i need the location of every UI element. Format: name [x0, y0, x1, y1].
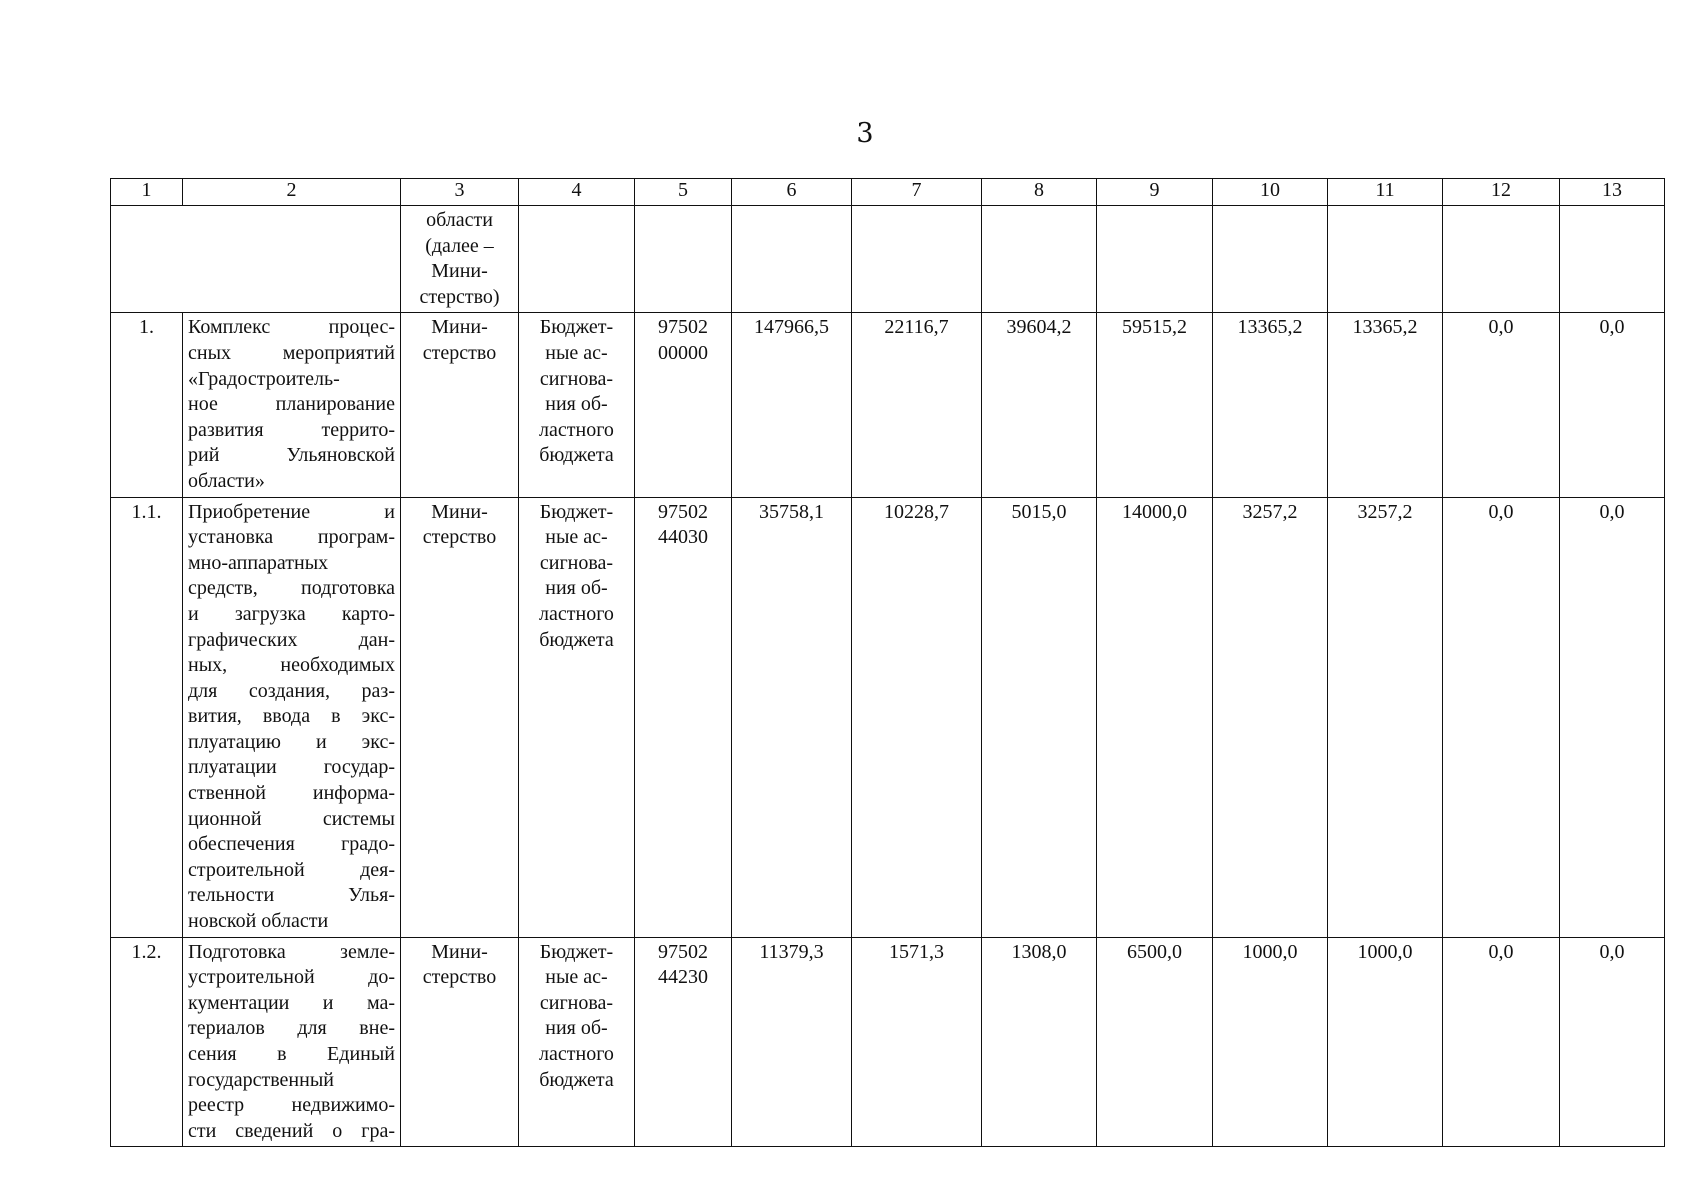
cell-line: строительной дея- [188, 858, 395, 881]
cell-line: средств, подготовка [188, 577, 395, 600]
cell-line: обеспечения градо- [188, 833, 395, 856]
row-executor [401, 313, 519, 497]
row-name [183, 313, 401, 497]
cell-line: ные ас- [545, 341, 608, 364]
cell-line: графических дан- [188, 628, 395, 651]
cell-line: плуатации государ- [188, 756, 395, 779]
cell-line: стерство) [419, 285, 500, 308]
value-cell: 6500,0 [1097, 937, 1213, 1147]
cell-line: Бюджет- [539, 940, 614, 963]
cell-line: ластного [539, 418, 614, 441]
cell-line: развития террито- [188, 418, 395, 441]
cell-line: 97502 [658, 500, 708, 523]
table-cell [852, 206, 982, 313]
page-number: 3 [856, 118, 874, 149]
row-executor [401, 937, 519, 1147]
cell-line: ластного [539, 1043, 614, 1065]
cell-line: Бюджет- [539, 500, 614, 523]
table-cell [982, 206, 1097, 313]
cell-line: ных, необходимых [188, 654, 395, 677]
row-source [519, 937, 635, 1147]
cell-line: сигнова- [539, 367, 614, 390]
column-header: 8 [982, 179, 1097, 206]
column-header: 5 [635, 179, 732, 206]
value-cell: 0,0 [1443, 313, 1560, 497]
table-cell [1443, 206, 1560, 313]
cell-line: плуатацию и экс- [188, 730, 395, 753]
cell-line: рий Ульяновской [188, 444, 395, 467]
cell-line: вития, ввода в экс- [188, 705, 395, 728]
budget-table [110, 178, 1665, 1147]
cell-line: кументации и ма- [188, 991, 395, 1014]
column-header: 10 [1213, 179, 1328, 206]
cell-line: сигнова- [539, 551, 614, 574]
cell-line: установка програм- [188, 526, 395, 549]
column-header: 12 [1443, 179, 1560, 206]
column-header: 1 [111, 179, 183, 206]
table-cell [1328, 206, 1443, 313]
cell-line: (далее – [425, 234, 494, 257]
value-cell: 59515,2 [1097, 313, 1213, 497]
cell-line: ния об- [545, 393, 608, 416]
cell-line: новской области [188, 910, 329, 933]
column-header: 6 [732, 179, 852, 206]
value-cell: 1308,0 [982, 937, 1097, 1147]
row-number: 1.1. [111, 497, 183, 937]
value-cell: 1571,3 [852, 937, 982, 1147]
cell-line: сигнова- [539, 991, 614, 1014]
column-header: 11 [1328, 179, 1443, 206]
cell-line: мно-аппаратных [188, 551, 329, 574]
row-number: 1. [111, 313, 183, 497]
value-cell: 147966,5 [732, 313, 852, 497]
row-source [519, 497, 635, 937]
cell-line: сных мероприятий [188, 341, 395, 364]
row-code [635, 937, 732, 1147]
row-code [635, 313, 732, 497]
cell-line: Мини- [431, 500, 488, 523]
value-cell: 0,0 [1560, 313, 1665, 497]
value-cell: 3257,2 [1328, 497, 1443, 937]
cell-line: ционной системы [188, 807, 395, 830]
cell-line: Приобретение и [188, 500, 395, 523]
cell-line: ния об- [545, 577, 608, 600]
row-name [183, 937, 401, 1147]
table-header-row [111, 179, 1665, 206]
table-row [111, 937, 1665, 1147]
cell-line: государственный [188, 1068, 334, 1091]
value-cell: 0,0 [1560, 497, 1665, 937]
value-cell: 5015,0 [982, 497, 1097, 937]
column-header: 9 [1097, 179, 1213, 206]
cell-line: области [426, 209, 493, 231]
cell-line: стерство [422, 341, 497, 364]
cell-line: реестр недвижимо- [188, 1094, 395, 1117]
cell-line: тельности Улья- [188, 884, 395, 907]
value-cell: 0,0 [1443, 497, 1560, 937]
cell-line: ластного [539, 602, 614, 625]
row-name [183, 497, 401, 937]
value-cell: 10228,7 [852, 497, 982, 937]
value-cell: 1000,0 [1328, 937, 1443, 1147]
cell-line: Мини- [431, 260, 488, 283]
cell-line: стерство [422, 526, 497, 549]
cell-line: и загрузка карто- [188, 602, 395, 625]
value-cell: 11379,3 [732, 937, 852, 1147]
cell-line: бюджета [539, 628, 614, 651]
cell-line: устроительной до- [188, 966, 395, 989]
cell-line: Бюджет- [539, 316, 614, 339]
cell-line: ные ас- [545, 966, 608, 989]
cell-line: териалов для вне- [188, 1017, 395, 1040]
cell-line: Мини- [431, 940, 488, 963]
cell-line: ния об- [545, 1017, 608, 1040]
value-cell: 22116,7 [852, 313, 982, 497]
table-cell [1213, 206, 1328, 313]
cell-line: сения в Единый [188, 1043, 395, 1065]
cell-line: стерство [422, 966, 497, 989]
value-cell: 14000,0 [1097, 497, 1213, 937]
value-cell: 39604,2 [982, 313, 1097, 497]
table-cell [1097, 206, 1213, 313]
row-source [519, 313, 635, 497]
cell-line: ное планирование [188, 393, 395, 416]
cell-line: ные ас- [545, 526, 608, 549]
cell-line: 44030 [658, 526, 708, 549]
cell-line: 44230 [658, 966, 708, 989]
cell-line: Подготовка земле- [188, 940, 395, 963]
value-cell: 0,0 [1560, 937, 1665, 1147]
cell-line: 97502 [658, 316, 708, 339]
table-cell [111, 206, 401, 313]
cell-line: области» [188, 469, 265, 492]
value-cell: 3257,2 [1213, 497, 1328, 937]
value-cell: 13365,2 [1328, 313, 1443, 497]
table-cell [635, 206, 732, 313]
executor-continuation-cell [401, 206, 519, 313]
continuation-row [111, 206, 1665, 313]
table-cell [519, 206, 635, 313]
cell-line: бюджета [539, 444, 614, 467]
value-cell: 1000,0 [1213, 937, 1328, 1147]
cell-line: сти сведений о гра- [188, 1119, 395, 1142]
cell-line: ственной информа- [188, 782, 395, 805]
value-cell: 35758,1 [732, 497, 852, 937]
value-cell: 13365,2 [1213, 313, 1328, 497]
cell-line: Комплекс процес- [188, 316, 395, 339]
cell-line: 00000 [658, 341, 708, 364]
cell-line: для создания, раз- [188, 679, 395, 702]
cell-line: «Градостроитель- [188, 367, 340, 390]
cell-line: Мини- [431, 316, 488, 339]
row-code [635, 497, 732, 937]
value-cell: 0,0 [1443, 937, 1560, 1147]
column-header: 13 [1560, 179, 1665, 206]
column-header: 7 [852, 179, 982, 206]
table-row [111, 313, 1665, 497]
column-header: 4 [519, 179, 635, 206]
row-number: 1.2. [111, 937, 183, 1147]
table-cell [732, 206, 852, 313]
cell-line: 97502 [658, 940, 708, 963]
row-executor [401, 497, 519, 937]
table-row [111, 497, 1665, 937]
table-cell [1560, 206, 1665, 313]
cell-line: бюджета [539, 1068, 614, 1091]
column-header: 2 [183, 179, 401, 206]
column-header: 3 [401, 179, 519, 206]
